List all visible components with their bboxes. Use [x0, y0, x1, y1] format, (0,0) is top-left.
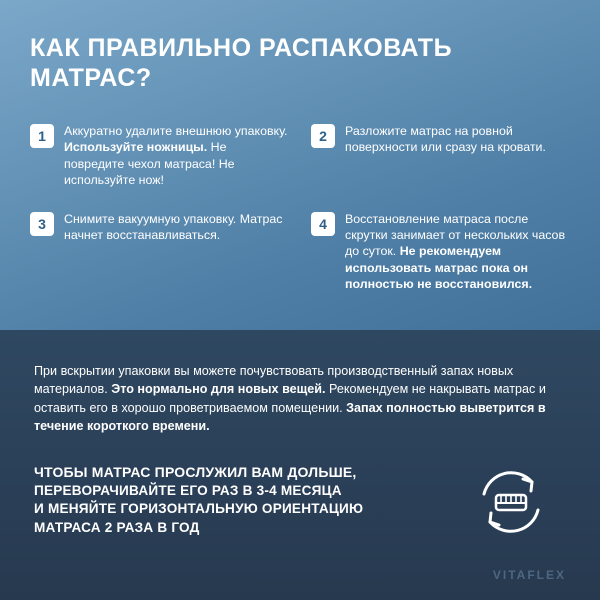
step-text: Снимите вакуумную упаковку. Матрас начнет восстанавливаться. [64, 211, 283, 242]
step-text: Разложите матрас на ровной поверхности или сразу на кровати. [345, 124, 546, 155]
smell-notice-text: При вскрытии упаковки вы можете почувствовать производственный запах новых материалов. Это нормально для новых вещей. Рекомендуем не накрывать матрас и оставить его в хорошо проветриваемом помещении. Запах полностью выветрится в течение короткого времени. [34, 364, 546, 433]
step-text: Аккуратно удалите внешнюю упаковку. Используйте ножницы. Не повредите чехол матраса! Не используйте нож! [64, 124, 288, 188]
care-advice-block [34, 463, 566, 544]
care-advice-text [34, 463, 363, 537]
steps-grid [30, 123, 570, 292]
step-text: Восстановление матраса после скрутки занимает от нескольких часов до суток. Не рекомендуем использовать матрас пока он полностью не восстановился. [345, 211, 566, 291]
step-number-badge: 3 [30, 212, 54, 236]
step-item [30, 123, 289, 189]
care-advice-line-1: ЧТОБЫ МАТРАС ПРОСЛУЖИЛ ВАМ ДОЛЬШЕ, [34, 464, 357, 480]
notice-section [0, 330, 600, 600]
care-advice-line-3: И МЕНЯЙТЕ ГОРИЗОНТАЛЬНУЮ ОРИЕНТАЦИЮ [34, 501, 364, 517]
page-title: КАК ПРАВИЛЬНО РАСПАКОВАТЬ МАТРАС? [30, 34, 453, 92]
step-number-badge: 4 [311, 212, 335, 236]
step-item [30, 211, 289, 293]
step-number-badge: 1 [30, 124, 54, 148]
step-item [311, 211, 570, 293]
step-item [311, 123, 570, 189]
care-advice-line-2: ПЕРЕВОРАЧИВАЙТЕ ЕГО РАЗ В 3-4 МЕСЯЦА [34, 482, 342, 498]
brand-logo: VITAFLEX [492, 568, 566, 582]
rotate-mattress-icon [474, 465, 548, 544]
step-number-badge: 2 [311, 124, 335, 148]
care-advice-line-4: МАТРАСА 2 РАЗА В ГОД [34, 519, 200, 535]
